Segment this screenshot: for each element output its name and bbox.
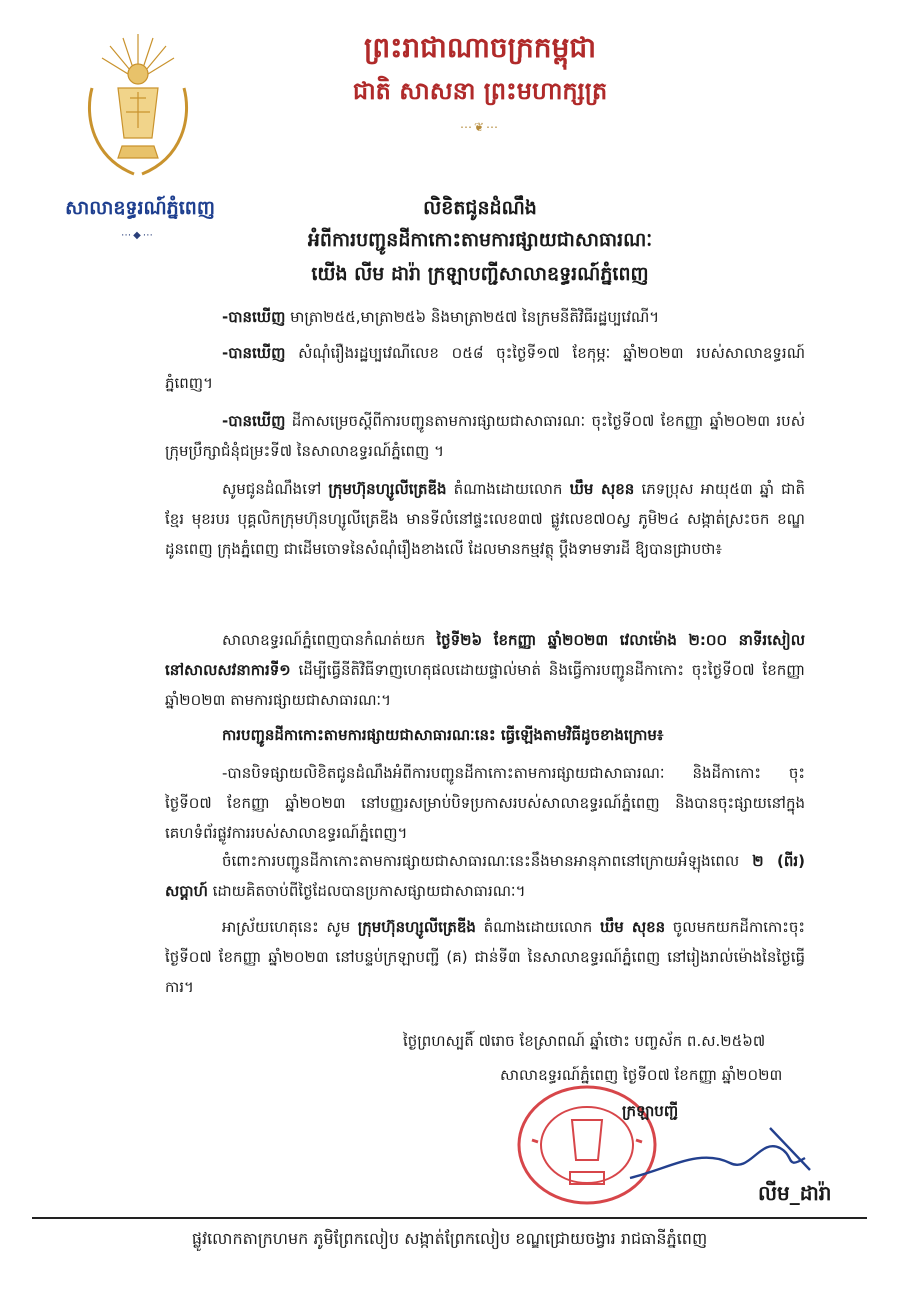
para-text: ចូលមកយកដីកាកោះចុះថ្ងៃទី០៧ ខែកញ្ញា ឆ្នាំ២០២៣ នៅបន្ទប់ក្រឡាបញ្ជី (គ) ជាន់ទី៣ នៃសាលាឧទ្ធរណ៍ភ្នំពេញ នៅរៀងរាល់ម៉ោងនៃថ្ងៃធ្វើការ។ xyxy=(165,918,805,996)
signer-title: ក្រឡាបញ្ជី xyxy=(622,1102,679,1120)
para-text: ភេទប្រុស អាយុ៥៣ ឆ្នាំ ជាតិខ្មែរ មុខរបរ បុគ្គលិកក្រុមហ៊ុនហ្សូលីត្រេឌីង មានទីលំនៅផ្ទះលេខ៣៧ ផ្លូវលេខ៧០ស្វ ភូមិ២៤ សង្កាត់ស្រះចក ខណ្ឌដូនពេញ ក្រុងភ្នំពេញ ជាដើមចោទនៃសំណុំរឿងខាងលើ ដែលមានកម្មវត្ថុ ប្តឹងទាមទារដី ឱ្យបានជ្រាបថា៖ xyxy=(165,480,805,558)
para-text: ចំពោះការបញ្ជូនដីកាកោះតាមការផ្សាយជាសាធារណៈនេះនឹងមានអានុភាពនៅក្រោយអំឡុងពេល xyxy=(222,852,740,870)
motto-divider: ⋯❦⋯ xyxy=(459,120,501,134)
para-text: មាត្រា២៥៥,មាត្រា២៥៦ និងមាត្រា២៥៧ នៃក្រមនីតិវិធីរដ្ឋប្បវេណី។ xyxy=(290,308,660,326)
para-text: តំណាងដោយលោក xyxy=(453,480,563,498)
para-text: ដោយគិតចាប់ពីថ្ងៃដែលបានប្រកាសផ្សាយជាសាធារណៈ។ xyxy=(212,882,526,900)
para-lead: -បានឃើញ xyxy=(222,308,286,326)
company-name: ក្រុមហ៊ុនហ្សូលីត្រេឌីង xyxy=(328,480,447,498)
paragraph-seen-1 xyxy=(222,302,807,332)
para-text: ដើម្បីធ្វើនីតិវិធីទាញហេតុផលដោយផ្ទាល់មាត់ និងធ្វើការបញ្ជូនដីកាកោះ ចុះថ្ងៃទី០៧ ខែកញ្ញា ឆ្នាំ២០២៣ តាមការផ្សាយជាសាធារណៈ។ xyxy=(165,661,805,709)
para-lead: -បានឃើញ xyxy=(222,412,286,430)
para-text: សូមជូនដំណឹងទៅ xyxy=(222,480,322,498)
para-text: អាស្រ័យហេតុនេះ សូម xyxy=(222,918,351,936)
para-text: សំណុំរឿងរដ្ឋប្បវេណីលេខ ០៥៨ ចុះថ្ងៃទី១៧ ខែកុម្ភៈ ឆ្នាំ២០២៣ របស់សាលាឧទ្ធរណ៍ភ្នំពេញ។ xyxy=(165,344,805,392)
paragraph-request xyxy=(165,912,805,1002)
document-title: លិខិតជូនដំណឹង xyxy=(423,197,537,219)
para-lead: -បានឃើញ xyxy=(222,344,286,362)
para-text: តំណាងដោយលោក xyxy=(483,918,593,936)
paragraph-effect xyxy=(165,846,805,906)
kingdom-heading: ព្រះរាជាណាចក្រកម្ពុជា xyxy=(363,31,596,64)
court-emblem-icon xyxy=(78,28,198,188)
method-heading: ការបញ្ជូនដីកាកោះតាមការផ្សាយជាសាធារណៈនេះ ធ្វើឡើងតាមវិធីដូចខាងក្រោម៖ xyxy=(222,726,664,744)
lunar-date: ថ្ងៃព្រហស្បតិ៍ ៧រោច ខែស្រាពណ៍ ឆ្នាំថោះ បញ្ចស័ក ព.ស.២៥៦៧ xyxy=(403,1032,766,1050)
document-issuer: យើង លីម ដារ៉ា ក្រឡាបញ្ជីសាលាឧទ្ធរណ៍ភ្នំពេញ xyxy=(311,263,649,285)
paragraph-notice xyxy=(165,474,805,564)
paragraph-seen-2 xyxy=(165,338,805,398)
court-divider: ⋯◆⋯ xyxy=(121,230,155,241)
paragraph-method xyxy=(165,758,805,848)
paragraph-hearing xyxy=(165,625,805,715)
para-text: -បានបិទផ្សាយលិខិតជូនដំណឹងអំពីការបញ្ជូនដីកាកោះតាមការផ្សាយជាសាធារណៈ និងដីកាកោះ ចុះថ្ងៃទី០៧ ខែកញ្ញា ឆ្នាំ២០២៣ នៅបញ្ញរសម្រាប់បិទប្រកាសរបស់សាលាឧទ្ធរណ៍ភ្នំពេញ និងបានចុះផ្សាយនៅក្នុងគេហទំព័រផ្លូវការរបស់សាលាឧទ្ធរណ៍ភ្នំពេញ។ xyxy=(165,764,805,842)
signer-name: លីម_ដារ៉ា xyxy=(758,1181,832,1205)
effect-period: ២ (ពីរ) សប្តាហ៍ xyxy=(165,852,805,900)
footer-divider xyxy=(32,1217,867,1219)
court-name: សាលាឧទ្ធរណ៍ភ្នំពេញ xyxy=(65,197,215,219)
representative-name: ឃឹម សុខន xyxy=(569,480,635,498)
paragraph-seen-3 xyxy=(165,406,805,466)
hearing-datetime: ថ្ងៃទី២៦ ខែកញ្ញា ឆ្នាំ២០២៣ វេលាម៉ោង ២:០០ នាទីរសៀល នៅសាលសវនាការទី១ xyxy=(165,631,805,679)
footer-address: ផ្លូវលោកតាក្រហមក ភូមិព្រែកលៀប សង្កាត់ព្រែកលៀប ខណ្ឌជ្រោយចង្វារ រាជធានីភ្នំពេញ xyxy=(191,1229,708,1248)
representative-name: ឃឹម សុខន xyxy=(599,918,666,936)
national-motto: ជាតិ សាសនា ព្រះមហាក្សត្រ xyxy=(352,76,608,105)
para-text: សាលាឧទ្ធរណ៍ភ្នំពេញបានកំណត់យក xyxy=(222,631,426,649)
para-text: ដីកាសម្រេចស្តីពីការបញ្ជូនតាមការផ្សាយជាសាធារណៈ ចុះថ្ងៃទី០៧ ខែកញ្ញា ឆ្នាំ២០២៣ របស់ក្រុមប្រឹក្សាជំនុំជម្រះទី៧ នៃសាលាឧទ្ធរណ៍ភ្នំពេញ ។ xyxy=(165,412,805,460)
document-subtitle: អំពីការបញ្ជូនដីកាកោះតាមការផ្សាយជាសាធារណៈ xyxy=(307,229,653,251)
place-date: សាលាឧទ្ធរណ៍ភ្នំពេញ ថ្ងៃទី០៧ ខែកញ្ញា ឆ្នាំ២០២៣ xyxy=(500,1066,783,1084)
company-name: ក្រុមហ៊ុនហ្សូលីត្រេឌីង xyxy=(357,918,476,936)
